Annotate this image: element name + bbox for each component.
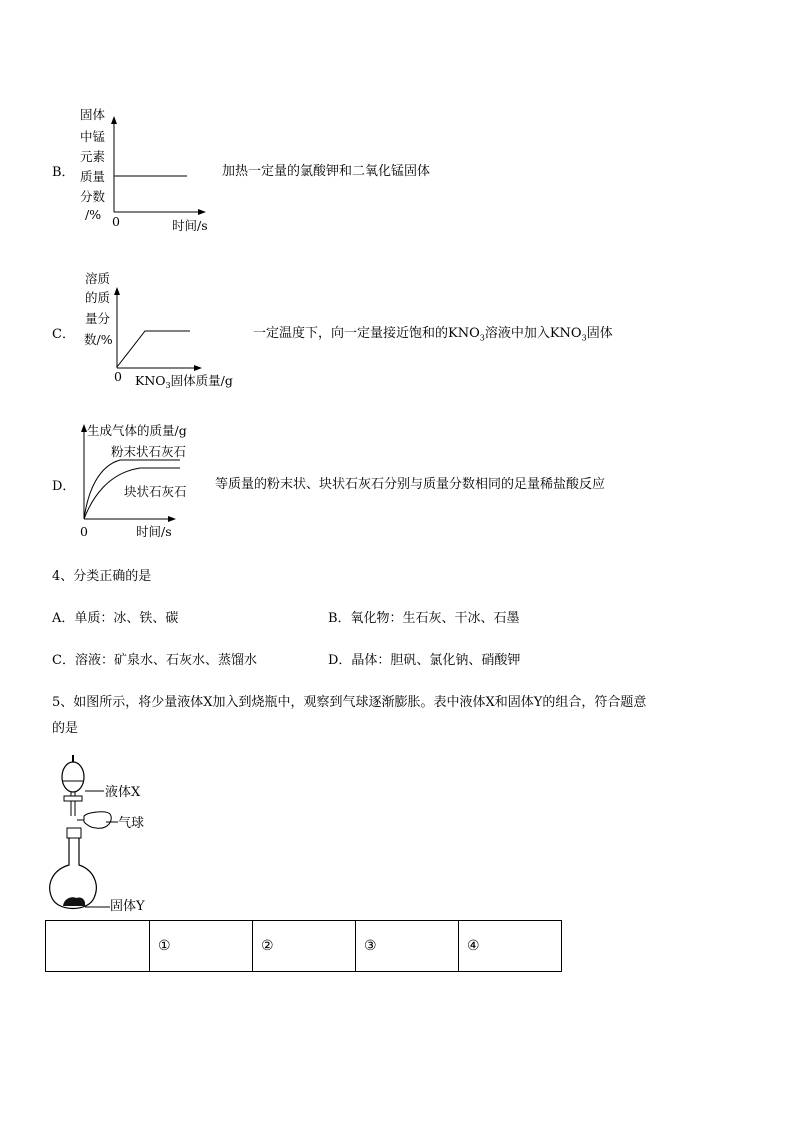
option-b-ylabel-line: 质量 (80, 169, 106, 184)
curve-label-block: 块状石灰石 (124, 484, 187, 499)
x-axis-label: 时间/s (172, 218, 208, 233)
option-b-ylabel-line: 元素 (80, 149, 106, 164)
option-b-graph (0, 100, 220, 240)
label-liquid-x: 液体X (105, 785, 141, 800)
option-c-ylabel-line: 数/% (84, 332, 113, 347)
option-c-ylabel-line: 溶质 (85, 271, 111, 286)
table-cell: ③ (356, 921, 459, 972)
option-c-description: 一定温度下，向一定量接近饱和的$KNO_3$溶液中加入$KNO_3$固体 (253, 326, 613, 343)
flask-stopper (67, 828, 81, 838)
x-axis-arrow (194, 365, 202, 371)
option-b-ylabel-line: 固体 (80, 107, 106, 122)
origin-label: 0 (80, 524, 88, 539)
option-c-graph (0, 265, 240, 395)
q5-stem-line2: 的是 (52, 721, 79, 736)
origin-label: 0 (112, 214, 120, 229)
origin-label: 0 (114, 369, 122, 384)
y-axis-arrow (114, 287, 120, 295)
flask-apparatus (0, 750, 170, 920)
option-b-ylabel-line: 中锰 (80, 129, 106, 144)
q4-option-b: B．氧化物：生石灰、干冰、石墨 (328, 611, 520, 626)
option-b-letter: B． (52, 165, 75, 180)
option-c-letter: C． (52, 327, 75, 342)
funnel-bulb (62, 762, 84, 792)
label-solid-y: 固体Y (110, 899, 145, 914)
q4-option-c: C．溶液：矿泉水、石灰水、蒸馏水 (52, 653, 257, 668)
q4-option-d: D．晶体：胆矾、氯化钠、硝酸钾 (328, 653, 521, 668)
option-b-description: 加热一定量的氯酸钾和二氧化锰固体 (222, 164, 431, 179)
q5-answer-table (45, 920, 562, 972)
curve-label-powder: 粉末状石灰石 (111, 444, 187, 459)
option-c-ylabel-line: 量分 (85, 311, 111, 326)
y-axis-label: 生成气体的质量/g (87, 423, 187, 438)
balloon (84, 812, 111, 828)
table-cell: ④ (459, 921, 562, 972)
option-c-ylabel-line: 的质 (85, 290, 111, 305)
option-d-letter: D． (52, 479, 76, 494)
x-axis-label: $KNO_3$固体质量/g (135, 373, 233, 390)
x-axis-label: 时间/s (136, 524, 172, 539)
funnel-stopcock (64, 796, 82, 801)
table-row (46, 921, 562, 972)
table-cell (46, 921, 150, 972)
table-cell: ② (253, 921, 356, 972)
q4-option-a: A．单质：冰、铁、碳 (52, 611, 179, 626)
solid-y (63, 897, 85, 906)
label-balloon: 气球 (118, 816, 145, 831)
option-d-graph (0, 418, 220, 543)
x-axis-arrow (198, 209, 206, 215)
option-d-description: 等质量的粉末状、块状石灰石分别与质量分数相同的足量稀盐酸反应 (215, 477, 606, 492)
q5-stem-line1: 5、如图所示，将少量液体X加入到烧瓶中，观察到气球逐渐膨胀。表中液体X和固体Y的组合，符合题意 (52, 695, 647, 710)
option-b-ylabel-line: /% (85, 207, 102, 222)
q4-stem: 4、分类正确的是 (52, 569, 152, 584)
y-axis-arrow (111, 116, 117, 124)
x-axis-arrow (168, 516, 176, 522)
option-b-ylabel-line: 分数 (80, 189, 106, 204)
data-line (117, 331, 190, 367)
table-cell: ① (150, 921, 253, 972)
